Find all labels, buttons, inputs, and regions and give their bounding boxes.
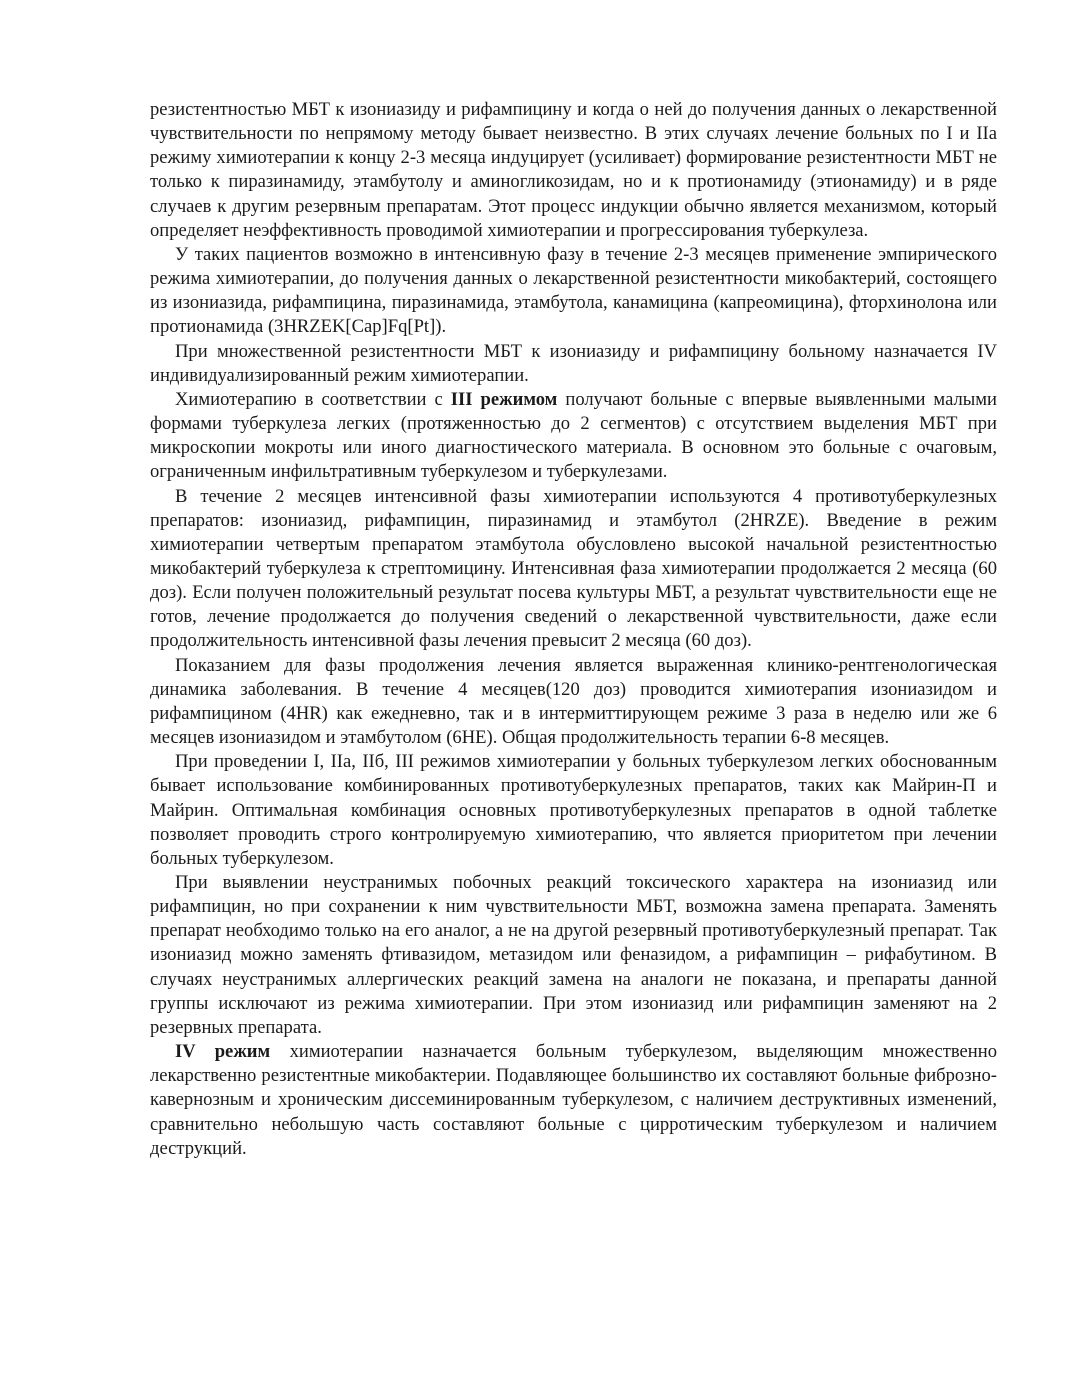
- paragraph-8: При выявлении неустранимых побочных реакций токсического характера на изониазид или рифампицин, но при сохранении к ним чувствительности МБТ, возможна замена препарата. Заменять препарат необходимо только на его аналог, а не на другой резервный противотуберкулезный препарат. Так изониазид можно заменять фтивазидом, метазидом или феназидом, а рифампицин – рифабутином. В случаях неустранимых аллергических реакций замена на аналоги не показана, и препараты данной группы исключают из режима химиотерапии. При этом изониазид или рифампицин заменяют на 2 резервных препарата.: [150, 872, 997, 1038]
- paragraph-9: [150, 1040, 997, 1161]
- paragraph-4-body: получают больные с впервые выявленными малыми формами туберкулеза легких (протяженностью до 2 сегментов) с отсутствием выделения МБТ при микроскопии мокроты или иного диагностического материала. В основном это больные с очаговым, ограниченным инфильтративным туберкулезом и туберкулезами.: [150, 388, 997, 483]
- paragraph-6: Показанием для фазы продолжения лечения является выраженная клинико-рентгенологическая динамика заболевания. В течение 4 месяцев(120 доз) проводится химиотерапия изониазидом и рифампицином (4HR) как ежедневно, так и в интермиттирующем режиме 3 раза в неделю или же 6 месяцев изониазидом и этамбутолом (6HE). Общая продолжительность терапии 6-8 месяцев.: [150, 654, 997, 749]
- paragraph-1: резистентностью МБТ к изониазиду и рифампицину и когда о ней до получения данных о лекарственной чувствительности по непрямому методу бывает неизвестно. В этих случаях лечение больных по I и IIa режиму химиотерапии к концу 2-3 месяца индуцирует (усиливает) формирование резистентности МБТ не только к пиразинамиду, этамбутолу и аминогликозидам, но и к протионамиду (этионамиду) и в ряде случаев к другим резервным препаратам. Этот процесс индукции обычно является механизмом, который определяет неэффективность проводимой химиотерапии и прогрессирования туберкулеза.: [150, 99, 997, 241]
- regime-iv-heading: IV режим: [175, 1041, 271, 1063]
- paragraph-4: [150, 388, 997, 485]
- document-page: [150, 98, 997, 1161]
- paragraph-3: При множественной резистентности МБТ к изониазиду и рифампицину больному назначается IV индивидуализированный режим химиотерапии.: [150, 340, 997, 386]
- paragraph-4-lead: Химиотерапию в соответствии с: [175, 388, 451, 410]
- paragraph-5: В течение 2 месяцев интенсивной фазы химиотерапии используются 4 противотуберкулезных препаратов: изониазид, рифампицин, пиразинамид и этамбутол (2HRZE). Введение в режим химиотерапии четвертым препаратом этамбутола обусловлено высокой начальной резистентностью микобактерий туберкулеза к стрептомицину. Интенсивная фаза химиотерапии продолжается 2 месяца (60 доз). Если получен положительный результат посева культуры МБТ, а результат чувствительности еще не готов, лечение продолжается до получения сведений о лекарственной чувствительности, даже если продолжительность интенсивной фазы лечения превысит 2 месяца (60 доз).: [150, 485, 997, 652]
- regime-iii-heading: III режимом: [450, 388, 558, 410]
- paragraph-2: У таких пациентов возможно в интенсивную фазу в течение 2-3 месяцев применение эмпирического режима химиотерапии, до получения данных о лекарственной резистентности микобактерий, состоящего из изониазида, рифампицина, пиразинамида, этамбутола, канамицина (капреомицина), фторхинолона или протионамида (3HRZEK[Cap]Fq[Pt]).: [150, 243, 997, 338]
- paragraph-9-body: химиотерапии назначается больным туберкулезом, выделяющим множественно лекарственно резистентные микобактерии. Подавляющее большинство их составляют больные фиброзно-кавернозным и хроническим диссеминированным туберкулезом, с наличием деструктивных изменений, сравнительно небольшую часть составляют больные с цирротическим туберкулезом и наличием деструкций.: [150, 1041, 997, 1159]
- paragraph-7: При проведении I, IIa, IIб, III режимов химиотерапии у больных туберкулезом легких обоснованным бывает использование комбинированных противотуберкулезных препаратов, таких как Майрин-П и Майрин. Оптимальная комбинация основных противотуберкулезных препаратов в одной таблетке позволяет проводить строго контролируемую химиотерапию, что является приоритетом при лечении больных туберкулезом.: [150, 751, 997, 869]
